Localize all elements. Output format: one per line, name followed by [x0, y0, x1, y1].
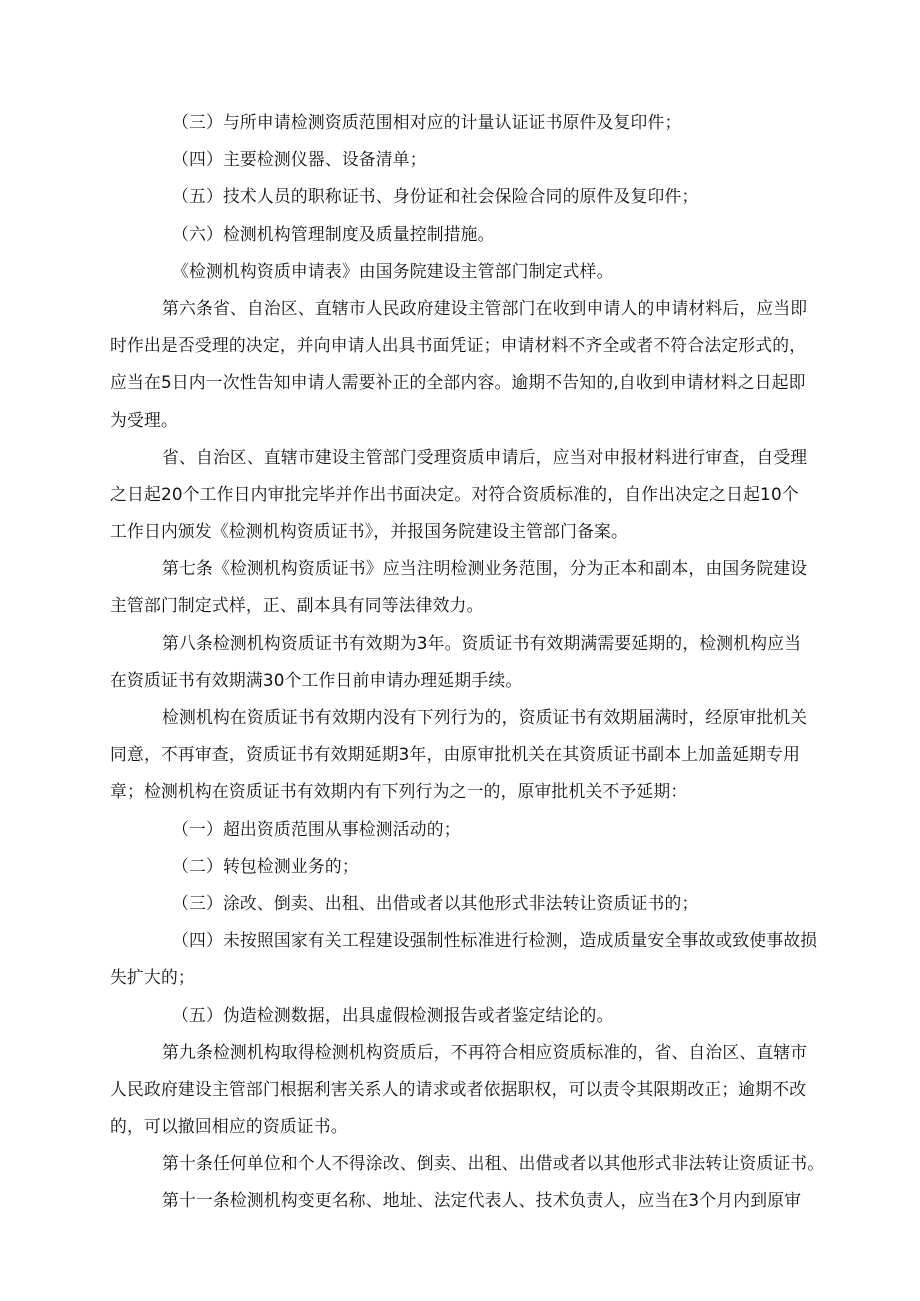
text-line: 第十一条检测机构变更名称、地址、法定代表人、技术负责人，应当在3个月内到原审 [162, 1190, 802, 1211]
text-line: （二）转包检测业务的； [172, 855, 359, 876]
text-line: 主管部门制定式样，正、副本具有同等法律效力。 [110, 595, 484, 616]
text-line: （四）未按照国家有关工程建设强制性标准进行检测，造成质量安全事故或致使事故损 [172, 930, 818, 951]
document-body [110, 104, 825, 1220]
text-line: 人民政府建设主管部门根据利害关系人的请求或者依据职权，可以责令其限期改正；逾期不改 [110, 1078, 807, 1099]
text-line: 之日起20个工作日内审批完毕并作出书面决定。对符合资质标准的，自作出决定之日起10个 [110, 483, 799, 504]
text-line: 应当在5日内一次性告知申请人需要补正的全部内容。逾期不告知的,自收到申请材料之日起即 [110, 372, 806, 393]
text-line: （一）超出资质范围从事检测活动的； [172, 818, 461, 839]
text-line: 工作日内颁发《检测机构资质证书》，并报国务院建设主管部门备案。 [110, 521, 629, 542]
text-line: 的，可以撤回相应的资质证书。 [110, 1116, 348, 1137]
text-line: 检测机构在资质证书有效期内没有下列行为的，资质证书有效期届满时，经原审批机关 [162, 707, 808, 727]
text-line: 为受理。 [110, 409, 178, 430]
text-line: （四）主要检测仪器、设备清单； [172, 149, 427, 170]
text-line: 第七条《检测机构资质证书》应当注明检测业务范围，分为正本和副本，由国务院建设 [162, 558, 808, 579]
text-line: 《检测机构资质申请表》由国务院建设主管部门制定式样。 [172, 260, 614, 281]
text-line: 章；检测机构在资质证书有效期内有下列行为之一的，原审批机关不予延期： [110, 781, 688, 802]
text-line: 失扩大的； [110, 967, 195, 988]
text-line: 省、自治区、直辖市建设主管部门受理资质申请后，应当对申报材料进行审查，自受理 [162, 446, 808, 467]
text-line: 时作出是否受理的决定，并向申请人出具书面凭证；申请材料不齐全或者不符合法定形式的， [110, 335, 807, 356]
text-line: 在资质证书有效期满30个工作日前申请办理延期手续。 [110, 669, 523, 690]
text-line: （五）伪造检测数据，出具虚假检测报告或者鉴定结论的。 [172, 1004, 614, 1025]
text-line: 第六条省、自治区、直辖市人民政府建设主管部门在收到申请人的申请材料后，应当即 [162, 297, 808, 318]
text-line: （三）涂改、倒卖、出租、出借或者以其他形式非法转让资质证书的； [172, 892, 699, 913]
text-line: 第九条检测机构取得检测机构资质后，不再符合相应资质标准的，省、自治区、直辖市 [162, 1041, 808, 1062]
text-line: 第十条任何单位和个人不得涂改、倒卖、出租、出借或者以其他形式非法转让资质证书。 [162, 1153, 825, 1174]
text-line: （六）检测机构管理制度及质量控制措施。 [172, 223, 495, 244]
text-line: （五）技术人员的职称证书、身份证和社会保险合同的原件及复印件； [172, 186, 699, 207]
text-line: 同意，不再审查，资质证书有效期延期3年，由原审批机关在其资质证书副本上加盖延期专用 [110, 744, 801, 765]
text-line: （三）与所申请检测资质范围相对应的计量认证证书原件及复印件； [172, 112, 682, 132]
text-line: 第八条检测机构资质证书有效期为3年。资质证书有效期满需要延期的，检测机构应当 [162, 632, 802, 653]
